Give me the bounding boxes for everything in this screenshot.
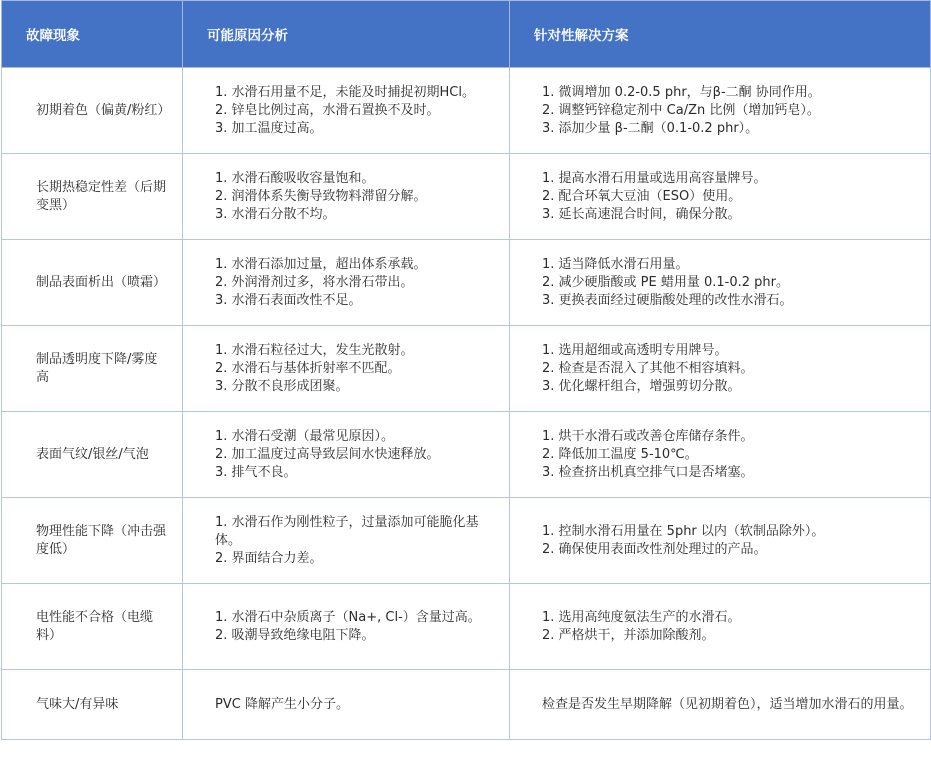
symptom-cell: 气味大/有异味 (2, 670, 183, 740)
solution-line: 2. 确保使用表面改性剂处理过的产品。 (542, 541, 767, 557)
cause-cell (183, 670, 510, 740)
cause-cell (183, 326, 510, 412)
solution-line: 3. 延长高速混合时间，确保分散。 (542, 206, 741, 222)
cause-line: 1. 水滑石中杂质离子（Na+, Cl-）含量过高。 (215, 609, 481, 625)
cause-cell (183, 584, 510, 670)
symptom-cell: 表面气纹/银丝/气泡 (2, 412, 183, 498)
table-row (2, 240, 931, 326)
solution-line: 2. 调整钙锌稳定剂中 Ca/Zn 比例（增加钙皂）。 (542, 102, 820, 118)
cause-line: 2. 加工温度过高导致层间水快速释放。 (215, 446, 440, 462)
cause-line: 1. 水滑石粒径过大，发生光散射。 (215, 342, 414, 358)
solution-line: 1. 适当降低水滑石用量。 (542, 256, 689, 272)
solution-line: 3. 检查挤出机真空排气口是否堵塞。 (542, 464, 754, 480)
solution-line: 2. 降低加工温度 5-10℃。 (542, 446, 698, 462)
symptom-cell: 制品表面析出（喷霜） (2, 240, 183, 326)
solution-line: 1. 提高水滑石用量或选用高容量牌号。 (542, 170, 767, 186)
cause-cell (183, 240, 510, 326)
table-row (2, 498, 931, 584)
table-row (2, 326, 931, 412)
solution-cell (510, 154, 931, 240)
cause-line: 2. 润滑体系失衡导致物料滞留分解。 (215, 188, 427, 204)
solution-line: 1. 微调增加 0.2-0.5 phr，与β-二酮 协同作用。 (542, 84, 821, 100)
solution-line: 1. 烘干水滑石或改善仓库储存条件。 (542, 428, 754, 444)
cause-line: 2. 外润滑剂过多，将水滑石带出。 (215, 274, 414, 290)
cause-line: 1. 水滑石作为刚性粒子，过量添加可能脆化基体。 (215, 514, 479, 548)
troubleshooting-table (1, 0, 931, 740)
solution-cell (510, 498, 931, 584)
solution-line: 2. 配合环氧大豆油（ESO）使用。 (542, 188, 742, 204)
cause-cell (183, 498, 510, 584)
solution-line: 2. 检查是否混入了其他不相容填料。 (542, 360, 754, 376)
solution-line: 2. 严格烘干，并添加除酸剂。 (542, 627, 715, 643)
solution-line: 1. 控制水滑石用量在 5phr 以内（软制品除外）。 (542, 523, 825, 539)
cause-line: 1. 水滑石受潮（最常见原因）。 (215, 428, 395, 444)
header-solution: 针对性解决方案 (510, 1, 931, 68)
cause-cell (183, 412, 510, 498)
cause-cell (183, 154, 510, 240)
table-row (2, 154, 931, 240)
header-row (2, 1, 931, 68)
cause-line: 3. 加工温度过高。 (215, 120, 323, 136)
symptom-cell: 电性能不合格（电缆料） (2, 584, 183, 670)
solution-line: 2. 减少硬脂酸或 PE 蜡用量 0.1-0.2 phr。 (542, 274, 789, 290)
cause-line: 1. 水滑石添加过量，超出体系承载。 (215, 256, 427, 272)
solution-cell (510, 412, 931, 498)
solution-cell (510, 670, 931, 740)
table-row (2, 670, 931, 740)
solution-line: 3. 更换表面经过硬脂酸处理的改性水滑石。 (542, 292, 793, 308)
cause-line: 3. 分散不良形成团聚。 (215, 378, 349, 394)
table-row (2, 412, 931, 498)
solution-cell (510, 68, 931, 154)
cause-line: 3. 水滑石分散不均。 (215, 206, 336, 222)
cause-line: 1. 水滑石用量不足，未能及时捕捉初期HCl。 (215, 84, 476, 100)
cause-line: 3. 水滑石表面改性不足。 (215, 292, 362, 308)
symptom-cell: 制品透明度下降/雾度高 (2, 326, 183, 412)
table-row (2, 68, 931, 154)
solution-cell (510, 584, 931, 670)
cause-line: 3. 排气不良。 (215, 464, 297, 480)
symptom-cell: 初期着色（偏黄/粉红） (2, 68, 183, 154)
solution-line: 3. 添加少量 β-二酮（0.1-0.2 phr）。 (542, 120, 759, 136)
cause-cell (183, 68, 510, 154)
table-row (2, 584, 931, 670)
cause-line: PVC 降解产生小分子。 (215, 696, 349, 712)
symptom-cell: 物理性能下降（冲击强度低） (2, 498, 183, 584)
cause-line: 2. 吸潮导致绝缘电阻下降。 (215, 627, 375, 643)
cause-line: 2. 水滑石与基体折射率不匹配。 (215, 360, 401, 376)
cause-line: 2. 界面结合力差。 (215, 550, 323, 566)
solution-cell (510, 326, 931, 412)
table-body (2, 68, 931, 740)
symptom-cell: 长期热稳定性差（后期变黑） (2, 154, 183, 240)
header-symptom: 故障现象 (2, 1, 183, 68)
cause-line: 1. 水滑石酸吸收容量饱和。 (215, 170, 375, 186)
solution-line: 1. 选用高纯度氨法生产的水滑石。 (542, 609, 741, 625)
header-cause: 可能原因分析 (183, 1, 510, 68)
solution-line: 3. 优化螺杆组合，增强剪切分散。 (542, 378, 741, 394)
solution-line: 1. 选用超细或高透明专用牌号。 (542, 342, 728, 358)
solution-cell (510, 240, 931, 326)
cause-line: 2. 锌皂比例过高，水滑石置换不及时。 (215, 102, 440, 118)
solution-line: 检查是否发生早期降解（见初期着色），适当增加水滑石的用量。 (542, 696, 913, 712)
